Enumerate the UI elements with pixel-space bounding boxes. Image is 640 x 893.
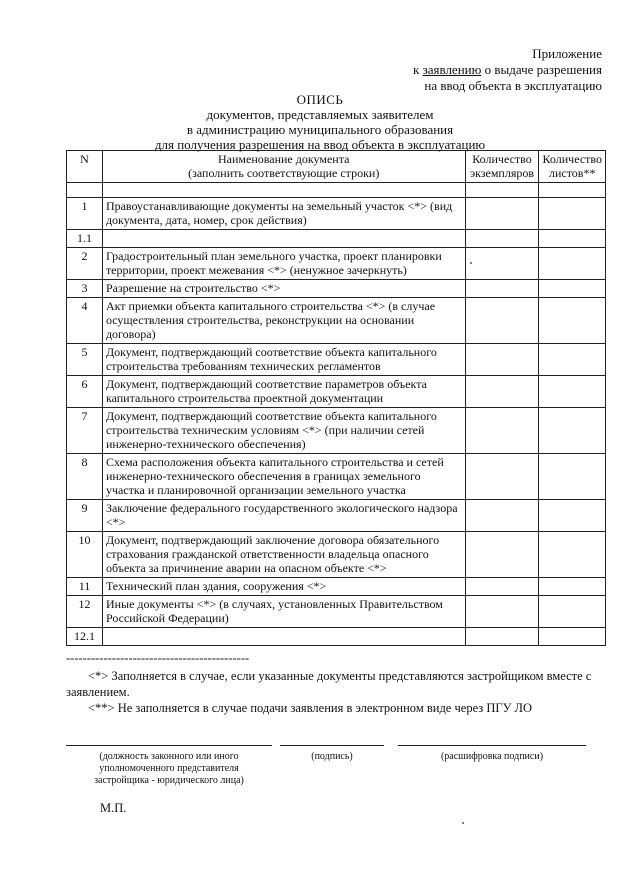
table-row: [67, 376, 606, 408]
table-row: [67, 198, 606, 230]
signature-line[interactable]: [280, 745, 384, 746]
row-number: 4: [67, 298, 103, 344]
row-copies-cell[interactable]: [465, 532, 539, 578]
table-row: [67, 532, 606, 578]
header-sheets: Количество листов**: [539, 151, 606, 183]
position-caption: (должность законного или иного уполномоченного представителя застройщика - юридического лица): [94, 751, 244, 786]
table-body: [67, 198, 606, 646]
stamp-place: М.П.: [100, 801, 127, 815]
row-copies-cell[interactable]: [465, 596, 539, 628]
row-document-name: Разрешение на строительство <*>: [102, 280, 465, 298]
row-number: 5: [67, 344, 103, 376]
appendix-reference: к заявлению о выдаче разрешения: [413, 62, 602, 77]
documents-table: [66, 150, 606, 646]
row-document-name: Заключение федерального государственного экологического надзора <*>: [102, 500, 465, 532]
table-row: [67, 408, 606, 454]
decoding-caption: (расшифровка подписи): [440, 751, 544, 762]
table-row: [67, 500, 606, 532]
row-number: 10: [67, 532, 103, 578]
row-document-name: Акт приемки объекта капитального строительства <*> (в случае осуществления строительства, реконструкции на основании договора): [102, 298, 465, 344]
row-number: 12: [67, 596, 103, 628]
row-number: 3: [67, 280, 103, 298]
table-header-row: [67, 151, 606, 183]
row-document-name: Документ, подтверждающий соответствие объекта капитального строительства техническим условиям <*> (при наличии сетей инженерно-технического обеспечения): [102, 408, 465, 454]
appendix-label: Приложение: [532, 46, 602, 61]
row-number: 12.1: [67, 628, 103, 646]
document-title: [0, 92, 640, 152]
table-row: [67, 280, 606, 298]
row-copies-cell[interactable]: [465, 376, 539, 408]
table-row: [67, 578, 606, 596]
row-sheets-cell[interactable]: [539, 230, 606, 248]
row-sheets-cell[interactable]: [539, 628, 606, 646]
table-row: [67, 454, 606, 500]
row-copies-cell[interactable]: [465, 500, 539, 532]
header-spacer-row: [67, 183, 606, 198]
row-number: 7: [67, 408, 103, 454]
row-copies-cell[interactable]: [465, 408, 539, 454]
header-document-name: Наименование документа (заполнить соответствующие строки): [102, 151, 465, 183]
row-sheets-cell[interactable]: [539, 280, 606, 298]
row-copies-cell[interactable]: [465, 298, 539, 344]
row-document-name: [102, 628, 465, 646]
row-copies-cell[interactable]: [465, 628, 539, 646]
row-sheets-cell[interactable]: [539, 376, 606, 408]
row-number: 1.1: [67, 230, 103, 248]
footnote-2: <**> Не заполняется в случае подачи заявления в электронном виде через ПГУ ЛО: [88, 701, 533, 715]
scan-speck: [470, 262, 472, 264]
position-line[interactable]: [66, 745, 272, 746]
row-document-name: Документ, подтверждающий соответствие объекта капитального строительства требованиям технических регламентов: [102, 344, 465, 376]
table-row: [67, 230, 606, 248]
title-main: ОПИСЬ: [296, 92, 344, 107]
header-copies: Количество экземпляров: [465, 151, 539, 183]
scan-speck: [462, 822, 464, 824]
table-row: [67, 628, 606, 646]
row-copies-cell[interactable]: [465, 230, 539, 248]
row-number: 9: [67, 500, 103, 532]
table-row: [67, 248, 606, 280]
table-row: [67, 344, 606, 376]
row-number: 1: [67, 198, 103, 230]
row-sheets-cell[interactable]: [539, 408, 606, 454]
row-copies-cell[interactable]: [465, 578, 539, 596]
row-sheets-cell[interactable]: [539, 344, 606, 376]
row-sheets-cell[interactable]: [539, 532, 606, 578]
row-sheets-cell[interactable]: [539, 500, 606, 532]
row-copies-cell[interactable]: [465, 248, 539, 280]
row-document-name: Правоустанавливающие документы на земельный участок <*> (вид документа, дата, номер, срок действия): [102, 198, 465, 230]
row-copies-cell[interactable]: [465, 198, 539, 230]
row-document-name: Градостроительный план земельного участка, проект планировки территории, проект межевания <*> (ненужное зачеркнуть): [102, 248, 465, 280]
row-sheets-cell[interactable]: [539, 454, 606, 500]
header-number: N: [67, 151, 103, 183]
row-sheets-cell[interactable]: [539, 596, 606, 628]
title-line-3: в администрацию муниципального образования: [186, 122, 454, 137]
footnote-1: <*> Заполняется в случае, если указанные документы представляются застройщиком вместе с заявлением.: [66, 669, 592, 699]
row-copies-cell[interactable]: [465, 280, 539, 298]
appendix-subject: на ввод объекта в эксплуатацию: [424, 78, 602, 93]
signature-caption: (подпись): [311, 751, 353, 762]
row-number: 6: [67, 376, 103, 408]
row-number: 11: [67, 578, 103, 596]
appendix-header: [413, 46, 602, 94]
row-number: 8: [67, 454, 103, 500]
row-sheets-cell[interactable]: [539, 198, 606, 230]
row-copies-cell[interactable]: [465, 344, 539, 376]
table-row: [67, 298, 606, 344]
footnotes: [66, 650, 606, 716]
title-line-4: для получения разрешения на ввод объекта в эксплуатацию: [154, 137, 486, 152]
row-document-name: Схема расположения объекта капитального строительства и сетей инженерно-технического обеспечения в границах земельного участка и планировочной организации земельного участка: [102, 454, 465, 500]
title-line-2: документов, представляемых заявителем: [206, 107, 434, 122]
row-number: 2: [67, 248, 103, 280]
signature-block: [66, 745, 606, 815]
table-row: [67, 596, 606, 628]
row-sheets-cell[interactable]: [539, 248, 606, 280]
application-link[interactable]: заявлению: [422, 62, 482, 77]
row-document-name: [102, 230, 465, 248]
row-document-name: Иные документы <*> (в случаях, установленных Правительством Российской Федерации): [102, 596, 465, 628]
row-document-name: Документ, подтверждающий соответствие параметров объекта капитального строительства проектной документации: [102, 376, 465, 408]
row-copies-cell[interactable]: [465, 454, 539, 500]
row-sheets-cell[interactable]: [539, 578, 606, 596]
row-document-name: Документ, подтверждающий заключение договора обязательного страхования гражданской ответственности владельца опасного объекта за причинение аварии на опасном объекте <*>: [102, 532, 465, 578]
row-document-name: Технический план здания, сооружения <*>: [102, 578, 465, 596]
footnote-separator: --------------------------------------------: [66, 651, 250, 665]
row-sheets-cell[interactable]: [539, 298, 606, 344]
decoding-line[interactable]: [398, 745, 586, 746]
